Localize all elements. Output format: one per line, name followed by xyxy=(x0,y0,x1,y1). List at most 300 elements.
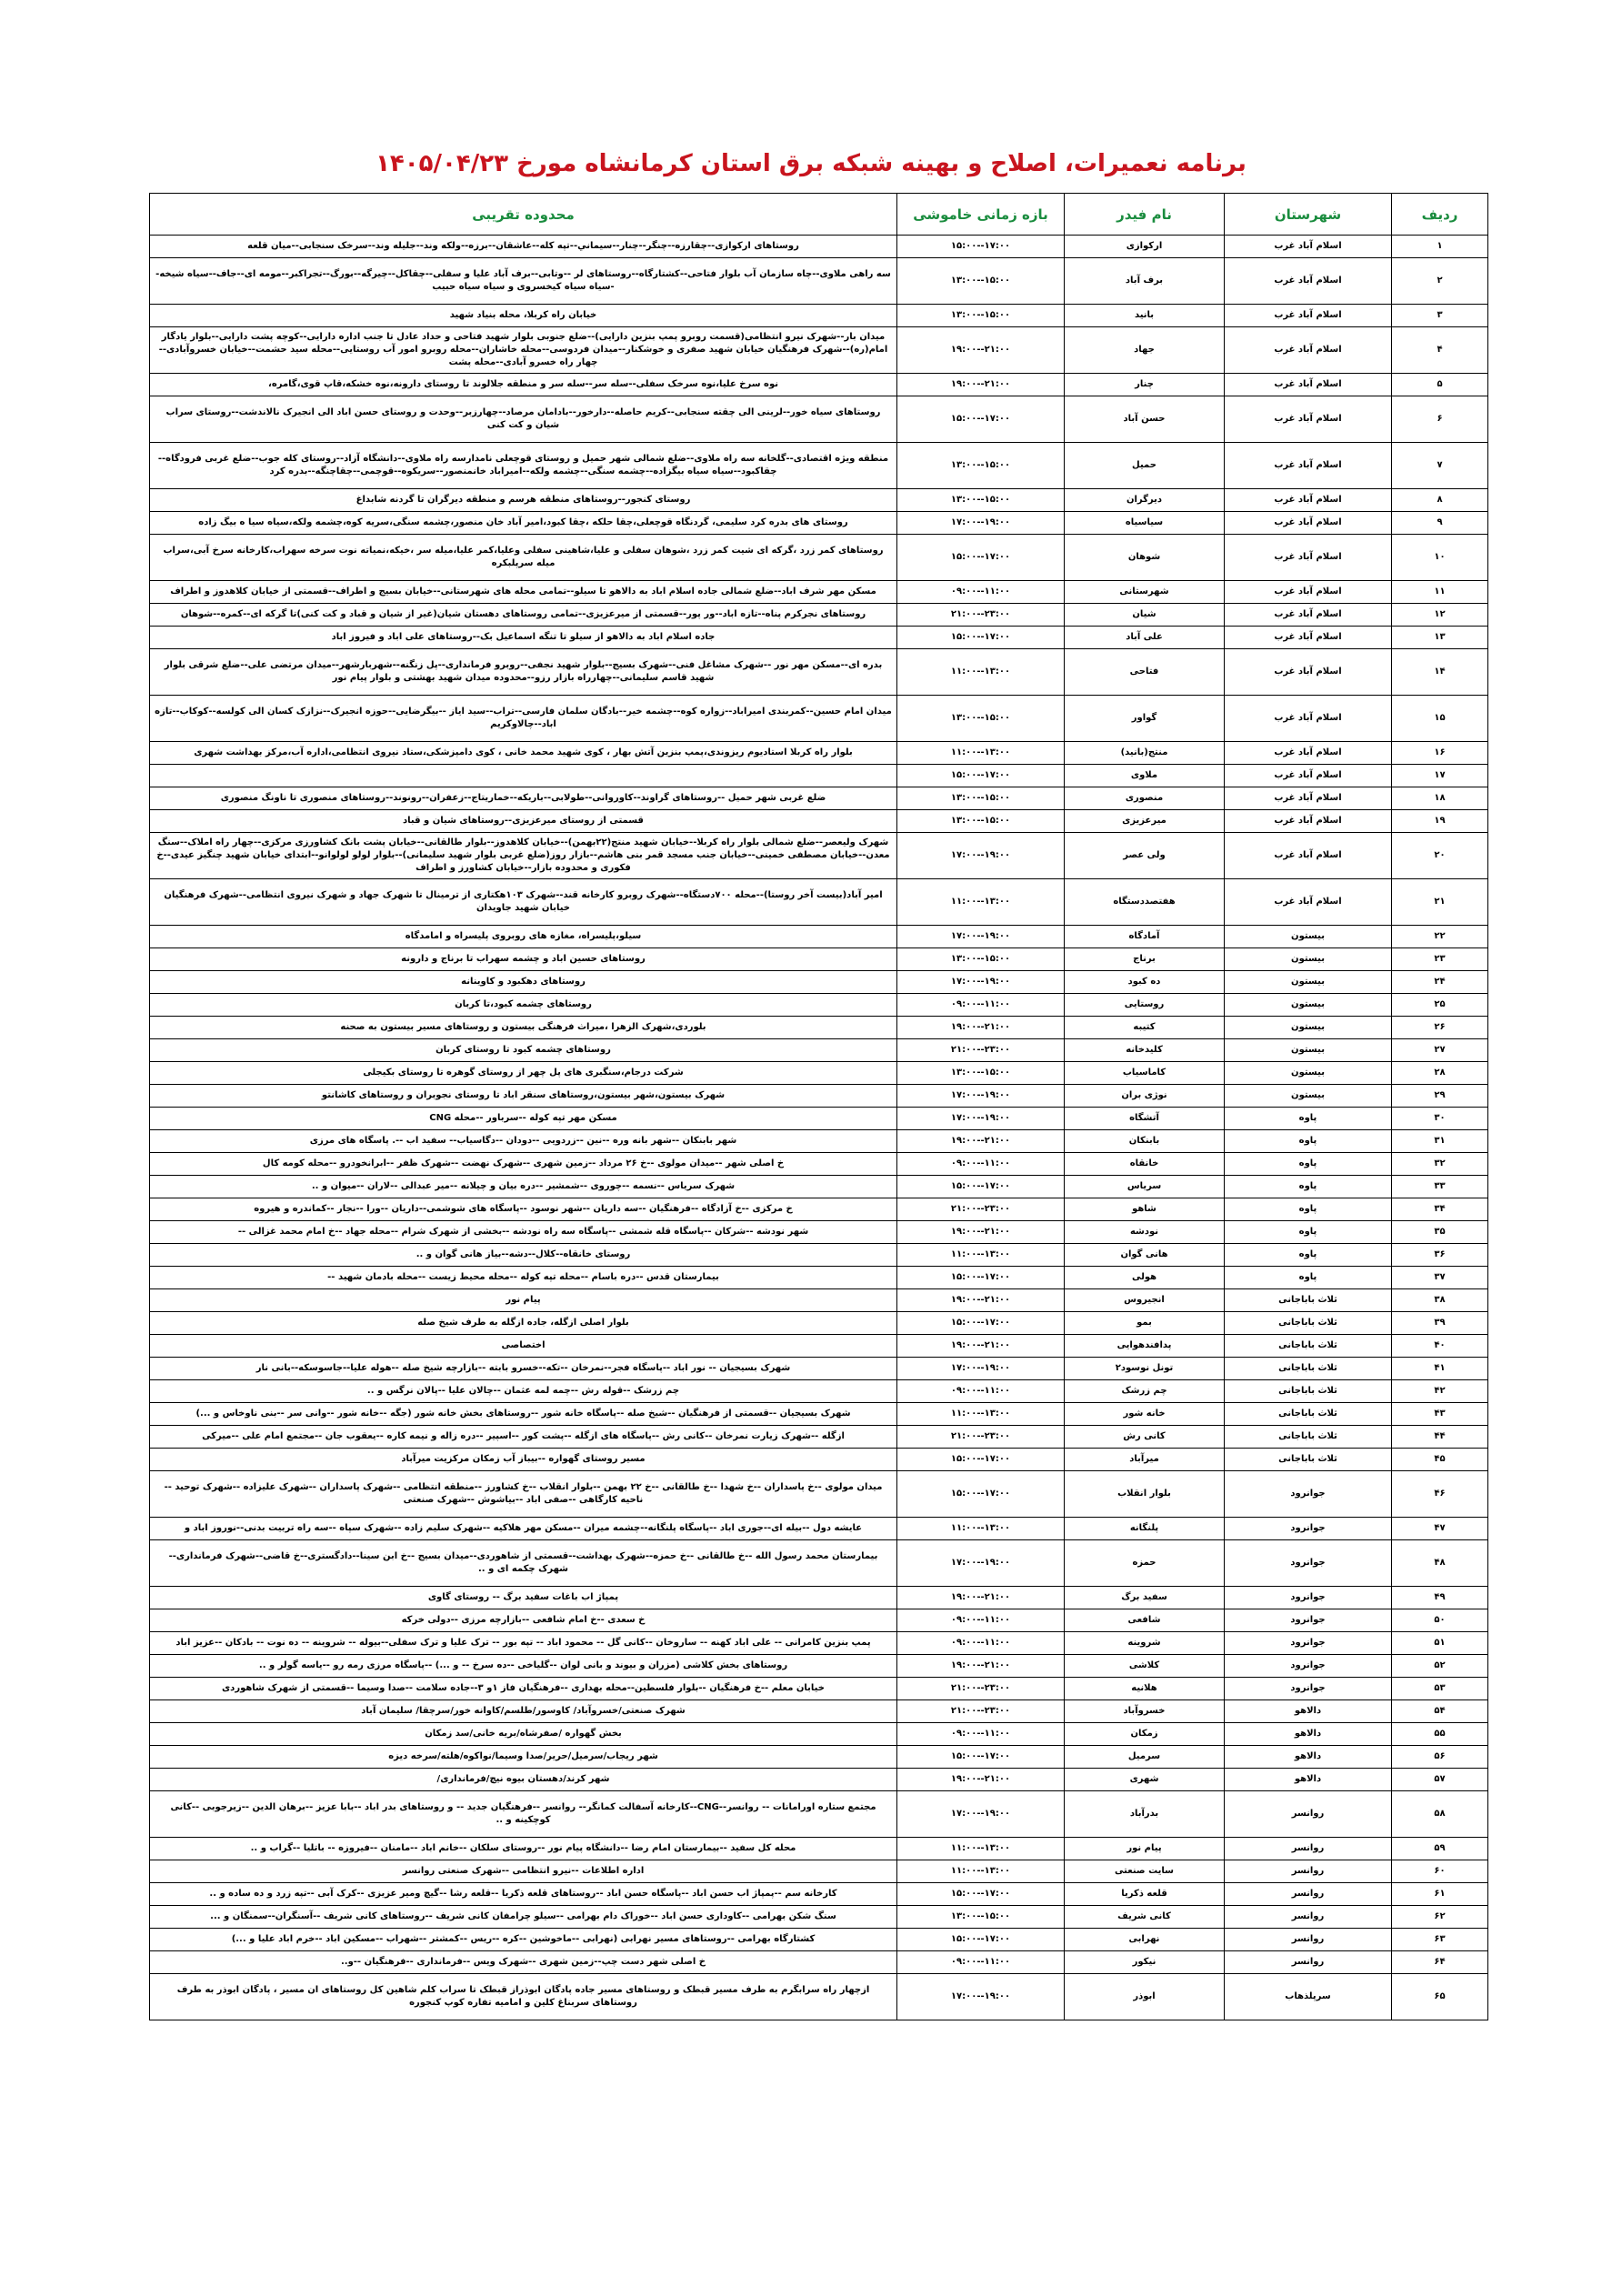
header-area: محدوده تقریبی xyxy=(150,194,897,236)
feeder-cell: نیکور xyxy=(1065,1951,1225,1974)
area-cell: خ سعدی --خ امام شافعی --بازارچه مرزی --دولی خرکه xyxy=(150,1609,897,1632)
row-number-cell: ۲۵ xyxy=(1392,994,1488,1017)
row-number-cell: ۳۲ xyxy=(1392,1153,1488,1176)
feeder-cell: روستایی xyxy=(1065,994,1225,1017)
area-cell: خیابان راه کربلا، محله بنیاد شهید xyxy=(150,305,897,327)
table-row xyxy=(150,1289,1488,1312)
area-cell: روستاهای کمر زرد ،گرکه ای شیت کمر زرد ،شوهان سفلی و علیا،شاهینی سفلی وعلیا،کمر علیا،میله سر ،خیکه،نمیاته نوت سرخه سهراب،کارخانه سرخ آبی،سراب میله سرپلبکره xyxy=(150,535,897,581)
area-cell: امیر آباد(بیست آخر روستا)--محله ۷۰۰دستگاه--شهرک روبرو کارخانه قند--شهرک ۱۰۳هکتاری از ترمینال تا شهرک جهاد و شهرک نیروی انتظامی--شهرک فرهنگیان خیابان شهید جاویدان xyxy=(150,879,897,926)
area-cell: روستاهای بخش کلاشی (مزران و بیوند و بانی لوان --گلیاخی --ده سرخ -- و ...) --پاسگاه مرزی رمه رو --یاسه گولر و .. xyxy=(150,1655,897,1678)
row-number-cell: ۵۱ xyxy=(1392,1632,1488,1655)
outage-time-cell: ۱۳:۰۰--۱۵:۰۰ xyxy=(897,810,1065,833)
city-cell: ثلاث باباجانی xyxy=(1225,1289,1392,1312)
table-row xyxy=(150,1130,1488,1153)
outage-time-cell: ۱۱:۰۰--۱۳:۰۰ xyxy=(897,742,1065,765)
feeder-cell: شروینه xyxy=(1065,1632,1225,1655)
table-row xyxy=(150,535,1488,581)
table-row xyxy=(150,1587,1488,1609)
city-cell: اسلام آباد غرب xyxy=(1225,305,1392,327)
city-cell: سرپلذهاب xyxy=(1225,1974,1392,2020)
row-number-cell: ۵۶ xyxy=(1392,1746,1488,1769)
outage-time-cell: ۱۹:۰۰--۲۱:۰۰ xyxy=(897,374,1065,396)
feeder-cell: بابنکان xyxy=(1065,1130,1225,1153)
outage-time-cell: ۱۷:۰۰--۱۹:۰۰ xyxy=(897,1791,1065,1838)
outage-time-cell: ۱۷:۰۰--۱۹:۰۰ xyxy=(897,971,1065,994)
area-cell: روستای خانقاه--کلال--دشه--بیاز هانی گوان و .. xyxy=(150,1244,897,1267)
outage-time-cell: ۲۱:۰۰--۲۳:۰۰ xyxy=(897,1039,1065,1062)
area-cell: بدره ای--مسکن مهر نور --شهرک مشاغل فنی--شهرک بسیج--بلوار شهید نجفی--روبرو فرمانداری--پل زنگنه--شهربارشهر--میدان مرتضی علی--ضلع شرقی بلوار شهید قاسم سلیمانی--چهارراه بازار رزو--محدوده میدان شهید بهشتی و بلوار پیام نور xyxy=(150,649,897,696)
table-row xyxy=(150,627,1488,649)
outage-time-cell: ۱۷:۰۰--۱۹:۰۰ xyxy=(897,1974,1065,2020)
table-row xyxy=(150,1906,1488,1929)
area-cell: روستاهای چشمه کبود تا روستای کربان xyxy=(150,1039,897,1062)
area-cell: منطقه ویژه اقتصادی--گلخانه سه راه ملاوی--ضلع شمالی شهر حمیل و روستای قوچعلی نامدارسه راه ملاوی--دانشگاه آزاد--روستای کله جوب--ضلع غربی فرودگاه--چقاکبود--سیاه سیاه بیگزاده--چشمه سنگی--چشمه ولکه--امیراباد خانمنصور--سریکوه--قوچمی--چقاچنگه--بدره کرد xyxy=(150,443,897,489)
feeder-cell: کاماسیاب xyxy=(1065,1062,1225,1085)
feeder-cell: هلانیه xyxy=(1065,1678,1225,1700)
feeder-cell: انجیروس xyxy=(1065,1289,1225,1312)
city-cell: بیستون xyxy=(1225,926,1392,948)
table-row xyxy=(150,971,1488,994)
area-cell: محله کل سفید --بیمارستان امام رضا --دانشگاه پیام نور --روستای سلکان --خانم اباد --مامنان --فیروزه -- باتلیا --گراب و .. xyxy=(150,1838,897,1860)
area-cell: مسکن مهر شرف اباد--ضلع شمالی جاده اسلام اباد به دالاهو تا سیلو--تمامی محله های شهرستانی--خیابان بسیج و اطراف--قسمتی از خیابان کلاهدوز و اطراف xyxy=(150,581,897,604)
city-cell: جوانرود xyxy=(1225,1518,1392,1540)
table-row xyxy=(150,1769,1488,1791)
table-row xyxy=(150,1723,1488,1746)
city-cell: جوانرود xyxy=(1225,1540,1392,1587)
city-cell: اسلام آباد غرب xyxy=(1225,489,1392,512)
city-cell: پاوه xyxy=(1225,1153,1392,1176)
feeder-cell: بلوار انقلاب xyxy=(1065,1471,1225,1518)
table-row xyxy=(150,1860,1488,1883)
city-cell: اسلام آباد غرب xyxy=(1225,604,1392,627)
table-row xyxy=(150,396,1488,443)
table-row xyxy=(150,1655,1488,1678)
city-cell: روانسر xyxy=(1225,1883,1392,1906)
row-number-cell: ۶۱ xyxy=(1392,1883,1488,1906)
area-cell: روستاهای دهکبود و کاوینانه xyxy=(150,971,897,994)
table-row xyxy=(150,1403,1488,1426)
feeder-cell: حمزه xyxy=(1065,1540,1225,1587)
row-number-cell: ۴۷ xyxy=(1392,1518,1488,1540)
table-row xyxy=(150,1678,1488,1700)
area-cell: بلوار راه کربلا استادیوم ریزوندی،پمپ بنزین آتش بهار ، کوی شهید محمد خانی ، کوی دامپزشکی،ستاد نیروی انتظامی،اداره آب،مرکز بهداشت شهری xyxy=(150,742,897,765)
row-number-cell: ۲۷ xyxy=(1392,1039,1488,1062)
table-row xyxy=(150,443,1488,489)
table-row xyxy=(150,512,1488,535)
row-number-cell: ۳۸ xyxy=(1392,1289,1488,1312)
area-cell: بلوردی،شهرک الزهرا ،میراث فرهنگی بیستون و روستاهای مسیر بیستون به صحنه xyxy=(150,1017,897,1039)
area-cell: اداره اطلاعات --نیرو انتظامی --شهرک صنعتی روانسر xyxy=(150,1860,897,1883)
city-cell: اسلام آباد غرب xyxy=(1225,810,1392,833)
city-cell: ثلاث باباجانی xyxy=(1225,1358,1392,1380)
outage-time-cell: ۱۷:۰۰--۱۹:۰۰ xyxy=(897,1108,1065,1130)
row-number-cell: ۱۵ xyxy=(1392,696,1488,742)
row-number-cell: ۱۳ xyxy=(1392,627,1488,649)
area-cell: کشتارگاه بهرامی --روستاهای مسیر نهرابی (نهرابی --ماخوشین --کره --ریس --کمشتر --شهراب --مسکین اباد --خرم اباد علیا و ...) xyxy=(150,1929,897,1951)
area-cell: روستاهای چشمه کبود،تا کربان xyxy=(150,994,897,1017)
city-cell: اسلام آباد غرب xyxy=(1225,374,1392,396)
row-number-cell: ۲۴ xyxy=(1392,971,1488,994)
city-cell: اسلام آباد غرب xyxy=(1225,327,1392,374)
row-number-cell: ۶ xyxy=(1392,396,1488,443)
table-row xyxy=(150,810,1488,833)
row-number-cell: ۱۱ xyxy=(1392,581,1488,604)
feeder-cell: چنار xyxy=(1065,374,1225,396)
table-row xyxy=(150,994,1488,1017)
table-row xyxy=(150,1335,1488,1358)
area-cell: بیمارستان محمد رسول الله --خ طالقانی --خ حمزه--شهرک بهداشت--قسمتی از شاهوردی--میدان بسیج --خ ابن سینا--دادگستری--خ قاضی--شهرک فرمانداری-- شهرک چکمه ای و .. xyxy=(150,1540,897,1587)
area-cell: شهرک ولیعصر--ضلع شمالی بلوار راه کربلا--خیابان شهید منتج(۲۲بهمن)--خیابان کلاهدوز--بلوار طالقانی--خیابان پشت بانک کشاورزی مرکزی--چهار راه املاک--سنگ معدن--خیابان مصطفی خمینی--خیابان جنب مسجد قمر بنی هاشم--بازار روز(ضلع غربی بلوار شهید سلیمانی)--بلوار لولو لولوانو--ابتدای خیابان شهید چنگیز عیدی--خ فکوری و محدوده بازار--خیابان کشاورز و اطراف xyxy=(150,833,897,879)
feeder-cell: حمیل xyxy=(1065,443,1225,489)
city-cell: روانسر xyxy=(1225,1791,1392,1838)
table-row xyxy=(150,1700,1488,1723)
area-cell: روستای های بدره کرد سلیمی، گردنگاه قوچعلی،چقا حلکه ،چقا کبود،امیر آباد خان منصور،چشمه سنگی،سریه کوه،چشمه ولکه،سیاه سیا ه بیگ زاده xyxy=(150,512,897,535)
city-cell: ثلاث باباجانی xyxy=(1225,1449,1392,1471)
feeder-cell: شهرستانی xyxy=(1065,581,1225,604)
feeder-cell: نودشه xyxy=(1065,1221,1225,1244)
outage-time-cell: ۱۹:۰۰--۲۱:۰۰ xyxy=(897,1769,1065,1791)
area-cell: روستاهای نجرکرم پناه--تازه اباد--ور پور--قسمتی از میرعزیزی--تمامی روستاهای دهستان شیان(غیر از شیان و قباد و کت کنی)تا گرکه ای--کمره--شوهان xyxy=(150,604,897,627)
outage-time-cell: ۱۵:۰۰--۱۷:۰۰ xyxy=(897,1176,1065,1198)
outage-time-cell: ۰۹:۰۰--۱۱:۰۰ xyxy=(897,1153,1065,1176)
area-cell: پیام نور xyxy=(150,1289,897,1312)
feeder-cell: نهرابی xyxy=(1065,1929,1225,1951)
city-cell: بیستون xyxy=(1225,1062,1392,1085)
area-cell: اختصاصی xyxy=(150,1335,897,1358)
table-row xyxy=(150,1221,1488,1244)
outage-time-cell: ۱۷:۰۰--۱۹:۰۰ xyxy=(897,1085,1065,1108)
row-number-cell: ۵۷ xyxy=(1392,1769,1488,1791)
city-cell: پاوه xyxy=(1225,1108,1392,1130)
row-number-cell: ۴۵ xyxy=(1392,1449,1488,1471)
city-cell: اسلام آباد غرب xyxy=(1225,236,1392,258)
area-cell: میدان مولوی --خ پاسداران --خ شهدا --خ طالقانی --خ ۲۲ بهمن --بلوار انقلاب --خ کشاورز --منطقه انتظامی --شهرک پاسداران --شهرک علیزاده --شهرک توحید -- ناحیه کارگاهی --صفی اباد --بیاشوش --شهرک صنعتی xyxy=(150,1471,897,1518)
city-cell: بیستون xyxy=(1225,1017,1392,1039)
outage-time-cell: ۱۱:۰۰--۱۳:۰۰ xyxy=(897,1860,1065,1883)
outage-time-cell: ۰۹:۰۰--۱۱:۰۰ xyxy=(897,1951,1065,1974)
outage-time-cell: ۰۹:۰۰--۱۱:۰۰ xyxy=(897,1723,1065,1746)
table-row xyxy=(150,948,1488,971)
city-cell: دالاهو xyxy=(1225,1700,1392,1723)
outage-time-cell: ۱۷:۰۰--۱۹:۰۰ xyxy=(897,926,1065,948)
table-row xyxy=(150,1929,1488,1951)
table-row xyxy=(150,1380,1488,1403)
table-row xyxy=(150,305,1488,327)
city-cell: اسلام آباد غرب xyxy=(1225,258,1392,305)
city-cell: پاوه xyxy=(1225,1267,1392,1289)
feeder-cell: گواور xyxy=(1065,696,1225,742)
row-number-cell: ۶۴ xyxy=(1392,1951,1488,1974)
city-cell: اسلام آباد غرب xyxy=(1225,649,1392,696)
table-row xyxy=(150,787,1488,810)
feeder-cell: ارکوازی xyxy=(1065,236,1225,258)
table-row xyxy=(150,604,1488,627)
outage-time-cell: ۰۹:۰۰--۱۱:۰۰ xyxy=(897,581,1065,604)
outage-time-cell: ۱۳:۰۰--۱۵:۰۰ xyxy=(897,305,1065,327)
row-number-cell: ۵۴ xyxy=(1392,1700,1488,1723)
city-cell: اسلام آباد غرب xyxy=(1225,696,1392,742)
row-number-cell: ۵۹ xyxy=(1392,1838,1488,1860)
outage-time-cell: ۱۳:۰۰--۱۵:۰۰ xyxy=(897,489,1065,512)
table-row xyxy=(150,1176,1488,1198)
city-cell: روانسر xyxy=(1225,1860,1392,1883)
outage-time-cell: ۱۳:۰۰--۱۵:۰۰ xyxy=(897,1062,1065,1085)
feeder-cell: سرمیل xyxy=(1065,1746,1225,1769)
outage-time-cell: ۱۵:۰۰--۱۷:۰۰ xyxy=(897,1746,1065,1769)
table-row xyxy=(150,1974,1488,2020)
city-cell: روانسر xyxy=(1225,1906,1392,1929)
feeder-cell: کلیدخانه xyxy=(1065,1039,1225,1062)
feeder-cell: کانی رش xyxy=(1065,1426,1225,1449)
city-cell: پاوه xyxy=(1225,1176,1392,1198)
city-cell: پاوه xyxy=(1225,1130,1392,1153)
area-cell: خیابان معلم --خ فرهنگیان --بلوار فلسطین--محله بهداری --فرهنگیان فاز ۱و ۳--جاده سلامت --صدا وسیما --قسمتی از شهرک شاهوردی xyxy=(150,1678,897,1700)
city-cell: اسلام آباد غرب xyxy=(1225,443,1392,489)
area-cell: شهرک سریاس --نسمه --چوروی --شمشیر --دره بیان و چیلانه --میر عبدالی --لاران --میوان و .. xyxy=(150,1176,897,1198)
feeder-cell: کانی شریف xyxy=(1065,1906,1225,1929)
area-cell: مجتمع ستاره اورامانات -- روانسر--CNG--کارخانه آسفالت کمانگر-- روانسر --فرهنگیان جدید -- و روستاهای بدر اباد --بابا عزیز --برهان الدین --زیرجوبی --کانی کوچکینه و .. xyxy=(150,1791,897,1838)
outage-time-cell: ۱۱:۰۰--۱۳:۰۰ xyxy=(897,1244,1065,1267)
city-cell: اسلام آباد غرب xyxy=(1225,742,1392,765)
area-cell: شهرک بسیجیان -- نور اباد --پاسگاه فجر--نمرخان --تکه--خسرو بابته --بازارچه شیخ صله --هوله علیا--جاسوسکه--بانی نار xyxy=(150,1358,897,1380)
feeder-cell: آتشگاه xyxy=(1065,1108,1225,1130)
city-cell: اسلام آباد غرب xyxy=(1225,833,1392,879)
outage-time-cell: ۱۹:۰۰--۲۱:۰۰ xyxy=(897,1655,1065,1678)
outage-time-cell: ۱۵:۰۰--۱۷:۰۰ xyxy=(897,1929,1065,1951)
table-row xyxy=(150,1267,1488,1289)
table-row xyxy=(150,1062,1488,1085)
feeder-cell: آمادگاه xyxy=(1065,926,1225,948)
row-number-cell: ۹ xyxy=(1392,512,1488,535)
outage-time-cell: ۲۱:۰۰--۲۳:۰۰ xyxy=(897,604,1065,627)
table-row xyxy=(150,649,1488,696)
city-cell: بیستون xyxy=(1225,1039,1392,1062)
area-cell: بلوار اصلی ازگله، جاده ازگله به طرف شیخ صله xyxy=(150,1312,897,1335)
feeder-cell: حسن آباد xyxy=(1065,396,1225,443)
row-number-cell: ۱۲ xyxy=(1392,604,1488,627)
outage-time-cell: ۰۹:۰۰--۱۱:۰۰ xyxy=(897,1609,1065,1632)
table-row xyxy=(150,1609,1488,1632)
outage-time-cell: ۰۹:۰۰--۱۱:۰۰ xyxy=(897,994,1065,1017)
feeder-cell: جهاد xyxy=(1065,327,1225,374)
feeder-cell: میرآباد xyxy=(1065,1449,1225,1471)
area-cell: شهرک بسیجیان --قسمتی از فرهنگیان --شیخ صله --پاسگاه خانه شور --روستاهای بخش خانه شور (جگه --خانه شور --وانی سر --بنی ناوخاس و ...) xyxy=(150,1403,897,1426)
table-header-row xyxy=(150,194,1488,236)
outage-time-cell: ۱۵:۰۰--۱۷:۰۰ xyxy=(897,1449,1065,1471)
outage-time-cell: ۱۹:۰۰--۲۱:۰۰ xyxy=(897,1289,1065,1312)
feeder-cell: دیرگران xyxy=(1065,489,1225,512)
row-number-cell: ۴۴ xyxy=(1392,1426,1488,1449)
feeder-cell: فتاحی xyxy=(1065,649,1225,696)
outage-time-cell: ۱۳:۰۰--۱۵:۰۰ xyxy=(897,696,1065,742)
table-row xyxy=(150,1791,1488,1838)
outage-time-cell: ۱۵:۰۰--۱۷:۰۰ xyxy=(897,396,1065,443)
row-number-cell: ۴۹ xyxy=(1392,1587,1488,1609)
feeder-cell: ملاوی xyxy=(1065,765,1225,787)
row-number-cell: ۳۵ xyxy=(1392,1221,1488,1244)
feeder-cell: خانه شور xyxy=(1065,1403,1225,1426)
city-cell: بیستون xyxy=(1225,1085,1392,1108)
row-number-cell: ۲۹ xyxy=(1392,1085,1488,1108)
feeder-cell: میرعزیزی xyxy=(1065,810,1225,833)
outage-time-cell: ۲۱:۰۰--۲۳:۰۰ xyxy=(897,1198,1065,1221)
feeder-cell: بمو xyxy=(1065,1312,1225,1335)
area-cell: کارخانه سم --پمپاژ اب حسن اباد --پاسگاه حسن اباد --روستاهای قلعه ذکریا --قلعه رشا --گیچ ومیر عزیزی --کرک آبی --تپه زرد و ده ساده و .. xyxy=(150,1883,897,1906)
city-cell: اسلام آباد غرب xyxy=(1225,787,1392,810)
outage-time-cell: ۱۱:۰۰--۱۳:۰۰ xyxy=(897,879,1065,926)
area-cell: بخش گهواره /صفرشاه/بریه خانی/سد زمکان xyxy=(150,1723,897,1746)
outage-time-cell: ۱۱:۰۰--۱۳:۰۰ xyxy=(897,1838,1065,1860)
feeder-cell: هفتصددستگاه xyxy=(1065,879,1225,926)
city-cell: اسلام آباد غرب xyxy=(1225,627,1392,649)
row-number-cell: ۴ xyxy=(1392,327,1488,374)
city-cell: ثلاث باباجانی xyxy=(1225,1403,1392,1426)
feeder-cell: برناج xyxy=(1065,948,1225,971)
table-row xyxy=(150,1518,1488,1540)
feeder-cell: سیاسیاه xyxy=(1065,512,1225,535)
city-cell: جوانرود xyxy=(1225,1655,1392,1678)
table-row xyxy=(150,1471,1488,1518)
outage-schedule-table xyxy=(149,193,1488,2020)
city-cell: روانسر xyxy=(1225,1838,1392,1860)
row-number-cell: ۱۴ xyxy=(1392,649,1488,696)
outage-time-cell: ۱۳:۰۰--۱۵:۰۰ xyxy=(897,443,1065,489)
table-row xyxy=(150,1426,1488,1449)
area-cell: سنگ شکن بهرامی --کاوداری حسن اباد --خوراک دام بهرامی --سیلو چرامفان کانی شریف --روستاهای کانی شریف --آسنگران--سمنگان و ... xyxy=(150,1906,897,1929)
row-number-cell: ۶۰ xyxy=(1392,1860,1488,1883)
area-cell: میدان امام حسین--کمربندی امیراباد--زواره کوه--چشمه خیر--بادگان سلمان فارسی--تراب--سید ایاز --بیگرضایی--حوزه انجیرک--نزازک کسان الی کولسه--کوکاب--تازه اباد--چالاوکریم xyxy=(150,696,897,742)
city-cell: ثلاث باباجانی xyxy=(1225,1426,1392,1449)
area-cell: روستاهای سیاه خور--لرینی الی چقته سنجابی--کریم حاصله--دارخور--بادامان مرصاد--چهارزبر--وحدت و روستای حسن اباد الی انجیرک نالاندشت--روستای سراب شیان و کت کنی xyxy=(150,396,897,443)
city-cell: جوانرود xyxy=(1225,1632,1392,1655)
row-number-cell: ۳۰ xyxy=(1392,1108,1488,1130)
table-row xyxy=(150,1244,1488,1267)
feeder-cell: منصوری xyxy=(1065,787,1225,810)
row-number-cell: ۵ xyxy=(1392,374,1488,396)
row-number-cell: ۷ xyxy=(1392,443,1488,489)
row-number-cell: ۶۵ xyxy=(1392,1974,1488,2020)
table-row xyxy=(150,327,1488,374)
feeder-cell: برف آباد xyxy=(1065,258,1225,305)
row-number-cell: ۱۶ xyxy=(1392,742,1488,765)
outage-time-cell: ۱۷:۰۰--۱۹:۰۰ xyxy=(897,512,1065,535)
outage-time-cell: ۱۹:۰۰--۲۱:۰۰ xyxy=(897,1335,1065,1358)
header-outage-time: بازه زمانی خاموشی xyxy=(897,194,1065,236)
area-cell: شهر کرند/دهستان بیوه نیچ/فرمانداری/ xyxy=(150,1769,897,1791)
row-number-cell: ۵۳ xyxy=(1392,1678,1488,1700)
row-number-cell: ۴۱ xyxy=(1392,1358,1488,1380)
row-number-cell: ۳۴ xyxy=(1392,1198,1488,1221)
city-cell: ثلاث باباجانی xyxy=(1225,1312,1392,1335)
outage-time-cell: ۱۵:۰۰--۱۷:۰۰ xyxy=(897,236,1065,258)
row-number-cell: ۴۸ xyxy=(1392,1540,1488,1587)
outage-time-cell: ۱۱:۰۰--۱۳:۰۰ xyxy=(897,1403,1065,1426)
area-cell: پمپاژ اب باغات سفید برگ -- روستای گاوی xyxy=(150,1587,897,1609)
outage-time-cell: ۱۵:۰۰--۱۷:۰۰ xyxy=(897,1312,1065,1335)
feeder-cell: خانقاه xyxy=(1065,1153,1225,1176)
table-row xyxy=(150,833,1488,879)
city-cell: اسلام آباد غرب xyxy=(1225,535,1392,581)
city-cell: پاوه xyxy=(1225,1221,1392,1244)
outage-time-cell: ۱۹:۰۰--۲۱:۰۰ xyxy=(897,1130,1065,1153)
table-row xyxy=(150,1883,1488,1906)
row-number-cell: ۳۶ xyxy=(1392,1244,1488,1267)
feeder-cell: پلنگانه xyxy=(1065,1518,1225,1540)
area-cell: شهرک بیستون،شهر بیستون،روستاهای سنقر اباد تا روستای نجوبران و روستاهای کاشانتو xyxy=(150,1085,897,1108)
row-number-cell: ۵۸ xyxy=(1392,1791,1488,1838)
area-cell: شرکت درجام،سنگبری های پل چهر از روستای گوهره تا روستای بکیجلی xyxy=(150,1062,897,1085)
city-cell: ثلاث باباجانی xyxy=(1225,1380,1392,1403)
feeder-cell: شیان xyxy=(1065,604,1225,627)
table-body xyxy=(150,236,1488,2020)
table-row xyxy=(150,926,1488,948)
city-cell: بیستون xyxy=(1225,971,1392,994)
row-number-cell: ۱۷ xyxy=(1392,765,1488,787)
feeder-cell: خسروآباد xyxy=(1065,1700,1225,1723)
table-row xyxy=(150,879,1488,926)
feeder-cell: شوهان xyxy=(1065,535,1225,581)
area-cell: سیلو،پلیسراه، مغازه های روبروی پلیسراه و امامدگاه xyxy=(150,926,897,948)
table-row xyxy=(150,374,1488,396)
area-cell: شهر بابنکان --شهر بانه وره --نین --زردویی --دودان --دگاسیاب-- سفید اب --. پاسگاه های مرزی xyxy=(150,1130,897,1153)
row-number-cell: ۲۲ xyxy=(1392,926,1488,948)
row-number-cell: ۴۶ xyxy=(1392,1471,1488,1518)
area-cell: ازچهار راه سرابگرم به طرف مسیر قبطک و روستاهای مسیر جاده پادگان ابوذراز قبطک تا سراب کلم شاهین کل روستاهای ان مسیر ، پادگان ابوذر به طرف روستاهای سربناغ کلین و امامیه تفاره کوپ کنجوره xyxy=(150,1974,897,2020)
area-cell: شهر ریجاب/سرمیل/حریر/صدا وسیما/نواکوه/هلته/سرخه دیزه xyxy=(150,1746,897,1769)
feeder-cell: علی آباد xyxy=(1065,627,1225,649)
city-cell: پاوه xyxy=(1225,1198,1392,1221)
outage-time-cell: ۱۷:۰۰--۱۹:۰۰ xyxy=(897,1540,1065,1587)
area-cell: شهرک صنعتی/خسروآباد/ کاوسور/طلسم/کاوانه خور/سرچقا/ سلیمان آباد xyxy=(150,1700,897,1723)
table-row xyxy=(150,1085,1488,1108)
outage-time-cell: ۱۵:۰۰--۱۷:۰۰ xyxy=(897,765,1065,787)
outage-time-cell: ۱۱:۰۰--۱۳:۰۰ xyxy=(897,1518,1065,1540)
feeder-cell: بدرآباد xyxy=(1065,1791,1225,1838)
feeder-cell: پدافندهوایی xyxy=(1065,1335,1225,1358)
row-number-cell: ۶۳ xyxy=(1392,1929,1488,1951)
row-number-cell: ۴۳ xyxy=(1392,1403,1488,1426)
area-cell: قسمتی از روستای میرعزیزی--روستاهای شیان و قباد xyxy=(150,810,897,833)
feeder-cell: شهری xyxy=(1065,1769,1225,1791)
page-title: برنامه نعمیرات، اصلاح و بهینه شبکه برق استان کرمانشاه مورخ ۱۴۰۵/۰۴/۲۳ xyxy=(375,150,1247,177)
table-row xyxy=(150,1153,1488,1176)
city-cell: بیستون xyxy=(1225,994,1392,1017)
row-number-cell: ۳۷ xyxy=(1392,1267,1488,1289)
area-cell: خ اصلی شهر دست چپ--زمین شهری --شهرک ویس --فرمانداری --فرهنگیان --و.. xyxy=(150,1951,897,1974)
outage-time-cell: ۱۹:۰۰--۲۱:۰۰ xyxy=(897,1221,1065,1244)
outage-time-cell: ۱۵:۰۰--۱۷:۰۰ xyxy=(897,1471,1065,1518)
feeder-cell: سفید برگ xyxy=(1065,1587,1225,1609)
area-cell: روستای کنجور--روستاهای منطقه هرسم و منطقه دیرگران تا گردنه شابداغ xyxy=(150,489,897,512)
area-cell: خ اصلی شهر --میدان مولوی --خ ۲۶ مرداد --زمین شهری --شهرک نهضت --شهرک ظفر --ابرانخودرو --محله کومه کال xyxy=(150,1153,897,1176)
row-number-cell: ۸ xyxy=(1392,489,1488,512)
table-row xyxy=(150,1017,1488,1039)
feeder-cell: بانید xyxy=(1065,305,1225,327)
table-row xyxy=(150,581,1488,604)
feeder-cell: شاهو xyxy=(1065,1198,1225,1221)
city-cell: اسلام آباد غرب xyxy=(1225,396,1392,443)
area-cell: مسکن مهر تپه کوله --سرباور --محله CNG xyxy=(150,1108,897,1130)
table-row xyxy=(150,1632,1488,1655)
row-number-cell: ۴۲ xyxy=(1392,1380,1488,1403)
table-row xyxy=(150,1312,1488,1335)
outage-time-cell: ۱۷:۰۰--۱۹:۰۰ xyxy=(897,1358,1065,1380)
area-cell: مسیر روستای گهواره --بیباز آب زمکان مرکزیت میرآباد xyxy=(150,1449,897,1471)
table-row xyxy=(150,1746,1488,1769)
table-row xyxy=(150,489,1488,512)
row-number-cell: ۱۰ xyxy=(1392,535,1488,581)
outage-time-cell: ۱۱:۰۰--۱۳:۰۰ xyxy=(897,649,1065,696)
